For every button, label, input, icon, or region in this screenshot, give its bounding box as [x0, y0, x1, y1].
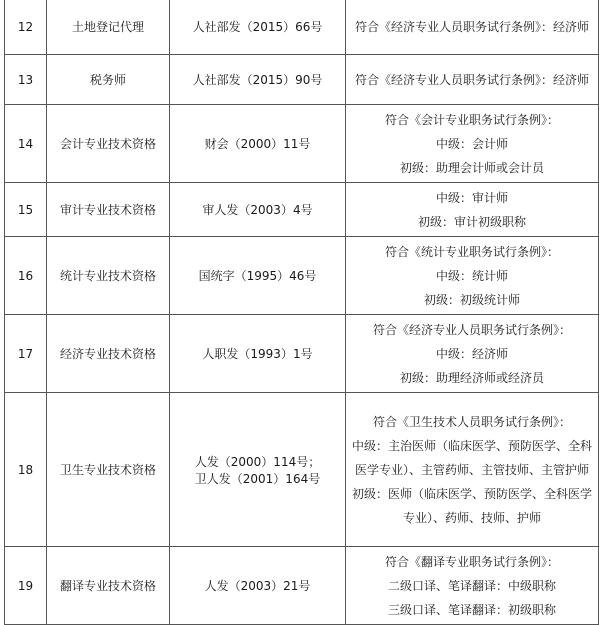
document-line: 人社部发（2015）90号: [192, 73, 323, 87]
document-line: 人发（2000）114号；: [194, 454, 321, 469]
document-number: [170, 547, 346, 625]
table-row: [5, 183, 599, 237]
note-line: 符合《经济专业人员职务试行条例》：: [372, 322, 571, 337]
document-number: [170, 183, 346, 237]
table-row: [5, 55, 599, 105]
note-line: 初级：初级统计师: [423, 292, 520, 307]
document-line: 人社部发（2015）66号: [192, 20, 323, 34]
qualification-table: [4, 0, 599, 625]
row-number: 15: [5, 183, 47, 237]
qualification-name: 审计专业技术资格: [47, 183, 170, 237]
equivalence-notes: [346, 237, 599, 315]
note-line: 初级：审计初级职称: [417, 214, 526, 229]
qualification-name: 税务师: [47, 55, 170, 105]
equivalence-notes: [346, 315, 599, 393]
document-line: 人职发（1993）1号: [202, 347, 313, 361]
note-line: 中级：主治医师（临床医学、预防医学、全科医学专业）、主管药师、主管技师、主管护师: [352, 438, 593, 477]
table-row: [5, 237, 599, 315]
note-line: 中级：审计师: [435, 190, 508, 205]
note-line: 三级口译、笔译翻译：初级职称: [387, 602, 556, 617]
note-line: 符合《会计专业职务试行条例》：: [384, 112, 559, 127]
table-row: [5, 393, 599, 547]
document-line: 审人发（2003）4号: [202, 203, 313, 217]
document-number: [170, 55, 346, 105]
document-line: 财会（2000）11号: [204, 137, 311, 151]
qualification-name: 会计专业技术资格: [47, 105, 170, 183]
table-row: [5, 0, 599, 55]
row-number: 19: [5, 547, 47, 625]
document-line: 卫人发（2001）164号: [194, 471, 321, 486]
document-number: [170, 237, 346, 315]
equivalence-notes: [346, 547, 599, 625]
note-line: 中级：会计师: [435, 136, 508, 151]
equivalence-notes: [346, 393, 599, 547]
note-line: 初级：助理会计师或会计员: [399, 160, 544, 175]
equivalence-notes: [346, 0, 599, 55]
note-line: 中级：统计师: [435, 268, 508, 283]
note-line: 符合《统计专业职务试行条例》：: [384, 244, 559, 259]
equivalence-notes: [346, 105, 599, 183]
equivalence-notes: [346, 55, 599, 105]
qualification-name: 统计专业技术资格: [47, 237, 170, 315]
equivalence-notes: [346, 183, 599, 237]
note-line: 初级：助理经济师或经济员: [399, 370, 544, 385]
table-row: [5, 105, 599, 183]
document-number: [170, 105, 346, 183]
row-number: 17: [5, 315, 47, 393]
qualification-name: 土地登记代理: [47, 0, 170, 55]
row-number: 12: [5, 0, 47, 55]
note-line: 中级：经济师: [435, 346, 508, 361]
row-number: 16: [5, 237, 47, 315]
note-line: 初级：医师（临床医学、预防医学、全科医学专业）、药师、技师、护师: [352, 486, 593, 525]
note-line: 符合《卫生技术人员职务试行条例》：: [372, 414, 571, 429]
row-number: 18: [5, 393, 47, 547]
row-number: 14: [5, 105, 47, 183]
document-number: [170, 393, 346, 547]
note-line: 符合《经济专业人员职务试行条例》：经济师: [354, 19, 589, 34]
document-line: 国统字（1995）46号: [198, 269, 317, 283]
note-line: 符合《经济专业人员职务试行条例》：经济师: [354, 72, 589, 87]
table-row: [5, 315, 599, 393]
qualification-name: 卫生专业技术资格: [47, 393, 170, 547]
row-number: 13: [5, 55, 47, 105]
note-line: 符合《翻译专业职务试行条例》：: [384, 554, 559, 569]
note-line: 二级口译、笔译翻译：中级职称: [387, 578, 556, 593]
document-number: [170, 0, 346, 55]
document-number: [170, 315, 346, 393]
qualification-name: 经济专业技术资格: [47, 315, 170, 393]
table-row: [5, 547, 599, 625]
qualification-name: 翻译专业技术资格: [47, 547, 170, 625]
document-line: 人发（2003）21号: [204, 579, 311, 593]
